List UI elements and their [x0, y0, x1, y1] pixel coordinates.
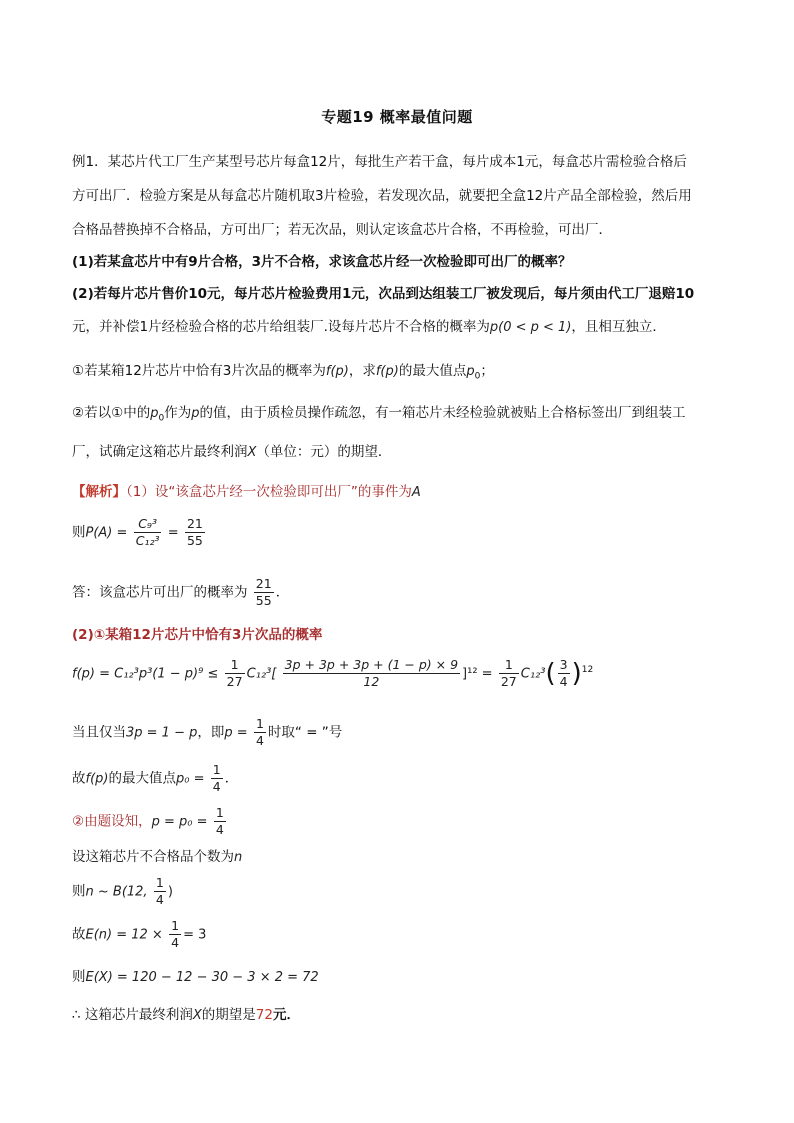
solution-expectation-n: 故E(n) = 12 × $\frac{1}{4}$ = 3	[72, 918, 207, 950]
problem-subquestion-2: ②若以①中的$p_0$作为p的值，由于质检员操作疏忽，有一箱芯片未经检验就被贴上合格标签出厂到组装工	[72, 405, 686, 424]
solution-max-point: 故f(p)的最大值点p₀ = $\frac{1}{4}$ ．	[72, 762, 239, 794]
problem-line-2: 方可出厂．检验方案是从每盒芯片随机取3片检验，若发现次品，就要把全盒12片产品全部检验，然后用	[72, 188, 692, 204]
final-answer-value: 72	[255, 1007, 273, 1023]
solution-step-sub-2: ②由题设知，p = p₀ = $\frac{1}{4}$	[72, 805, 224, 837]
problem-line-6: 元，并补偿1片经检验合格的芯片给组装厂.设每片芯片不合格的概率为p(0 < p < 1)，且相互独立．	[72, 319, 666, 335]
solution-part-2: (2)①某箱12片芯片中恰有3片次品的概率	[72, 627, 323, 643]
solution-equality-condition: 当且仅当3p = 1 − p，即p = $\frac{1}{4}$ 时取“ = ”号	[72, 716, 343, 748]
problem-subquestion-1: ①若某箱12片芯片中恰有3片次品的概率为f(p)，求f(p)的最大值点$p_0$；	[72, 363, 494, 382]
solution-expectation-x: 则E(X) = 120 − 12 − 30 − 3 × 2 = 72	[72, 969, 319, 985]
solution-define-n: 设这箱芯片不合格品个数为n	[72, 849, 243, 865]
problem-part-1: (1)若某盒芯片中有9片合格，3片不合格，求该盒芯片经一次检验即可出厂的概率？	[72, 254, 572, 270]
problem-line-9: 厂，试确定这箱芯片最终利润X（单位：元）的期望．	[72, 444, 392, 460]
problem-line-3: 合格品替换掉不合格品，方可出厂；若无次品，则认定该盒芯片合格，不再检验，可出厂．	[72, 222, 612, 238]
problem-line-1: 例1．某芯片代工厂生产某型号芯片每盒12片，每批生产若干盒，每片成本1元，每盒芯片需检验合格后	[72, 154, 687, 170]
solution-binomial: 则n ~ B(12, $\frac{1}{4}$ )	[72, 875, 173, 907]
solution-tag: 【解析】	[72, 484, 126, 500]
page-title: 专题19 概率最值问题	[321, 108, 473, 126]
solution-answer-1: 答：该盒芯片可出厂的概率为 $\frac{21}{55}$ ．	[72, 576, 290, 608]
solution-step-1: 【解析】（1）设“该盒芯片经一次检验即可出厂”的事件为A	[72, 484, 421, 500]
solution-inequality: f(p) = C₁₂³p³(1 − p)⁹ ≤ $\frac{1}{27}$ C₁₂³[ $\frac{3p + 3p + 3p + (1 - p) \times 9}{12}$ ]¹² = $\frac{1}{27}$ C₁₂³( $\frac{3}{4}$ )$^{12}$	[72, 657, 594, 689]
problem-part-2: (2)若每片芯片售价10元，每片芯片检验费用1元，次品到达组装工厂被发现后，每片须由代工厂退赔10	[72, 286, 695, 302]
solution-step-2: 则P(A) = $\frac{\text{C₉³}}{\text{C₁₂³}}$ = $\frac{21}{55}$	[72, 516, 203, 548]
solution-conclusion: ∴ 这箱芯片最终利润X的期望是72元．	[72, 1007, 300, 1023]
